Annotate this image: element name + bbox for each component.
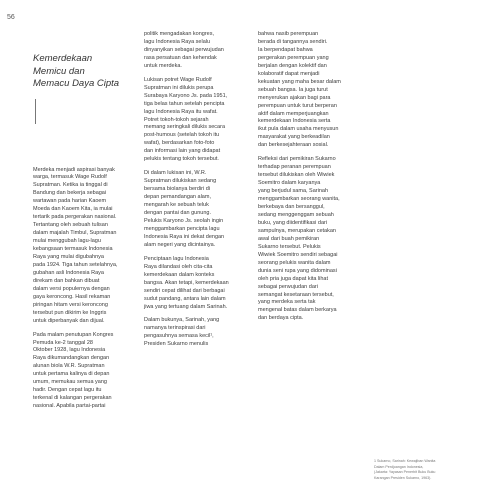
text-line: kolaboratif dapat menjadi (258, 70, 320, 77)
text-line: sebagai perwujudan dari (258, 283, 318, 290)
text-line: wafat), berdasarkan foto-foto (144, 140, 215, 147)
text-line: Oktober 1928, lagu Indonesia (33, 347, 106, 354)
text-line: sampulnya, merupakan cetakan (258, 227, 336, 234)
column-2 (144, 31, 246, 355)
text-line: lagu Indonesia Raya selalu (144, 38, 211, 45)
text-line: pergerakan perempuan yang (258, 54, 329, 61)
text-line: sudut pandang, antara lain dalam (144, 295, 226, 302)
text-line: pengasuhnya semasa kecil¹, (144, 333, 214, 340)
text-line: pelukis tentang tokoh tersebut. (144, 156, 219, 163)
text-line: Pelukis Karyono Js. seolah ingin (144, 217, 224, 224)
text-line: sebuah bangsa. Ia juga turut (258, 86, 328, 93)
text-line: Dalam bukunya, Sarinah, yang (144, 317, 220, 324)
section-title (33, 53, 133, 91)
text-line: dalam versi populernya dengan (33, 285, 110, 292)
col1-paragraphs (33, 167, 133, 412)
text-line: masyarakat yang berkeadilan (258, 134, 330, 141)
text-line: Bandung dan bekerja sebagai (33, 190, 107, 197)
text-line: mengarah ke sebuah teluk (144, 202, 209, 209)
text-line: Soemitro dalam karyanya (258, 180, 321, 187)
text-line: dan informasi lain yang didapat (144, 148, 221, 155)
text-line: hadir. Dengan cepat lagu itu (33, 387, 102, 394)
text-line: untuk diperbanyak dan dijual. (33, 317, 105, 324)
text-line: Penciptaan lagu Indonesia (144, 255, 209, 262)
text-line: Presiden Sukarno menulis (144, 341, 209, 348)
text-line: dunia seni rupa yang didominasi (258, 267, 337, 274)
text-line: seorang pelukis wanita dalam (258, 259, 331, 266)
text-line: kemerdekaan Indonesia serta (258, 118, 331, 125)
text-line: alunan biola W.R. Supratman (33, 363, 105, 370)
section-title-line: Memacu Daya Cipta (33, 78, 120, 89)
paragraph (33, 332, 133, 412)
text-line: alam negeri yang dicintainya. (144, 241, 216, 248)
text-line: depan pemandangan alam, (144, 194, 211, 201)
footnote-line: Karangan Presiden Sukarno, 1963). (374, 475, 432, 480)
text-line: menyerukan ajakan bagi para (258, 94, 331, 101)
text-line: sendiri cepat dilihat dari berbagai (144, 287, 225, 294)
text-line: Supratman ini dilukis perupa (144, 84, 214, 91)
text-line: berada di tangannya sendiri. (258, 38, 328, 45)
footnote-line: (Jakarta: Yayasan Penerbit Buku Buku (374, 470, 436, 475)
page-number: 56 (7, 14, 15, 21)
text-line: dan berkesejahteraan sosial. (258, 142, 329, 149)
footnote-line: 1 Sukarno, Sarinah: Kewajiban Wanita (374, 459, 436, 463)
text-line: Pada malam penutupan Kongres (33, 331, 114, 338)
text-line: post-humous (setelah tokoh itu (144, 132, 220, 139)
text-line: terhadap peranan perempuan (258, 164, 331, 171)
column-3 (258, 31, 362, 329)
text-line: Refleksi dari pemikiran Sukarno (258, 156, 336, 163)
text-line: dinyanyikan sebagai perwujudan (144, 46, 224, 53)
column-1 (33, 40, 133, 417)
text-line: direkam dan bahkan dibuat (33, 277, 100, 284)
text-line: terkenal di kalangan pergerakan (33, 395, 112, 402)
text-line: bersama biolanya berdiri di (144, 186, 211, 193)
text-line: pada 1924. Tiga tahun setelahnya, (33, 261, 118, 268)
paragraph (144, 170, 246, 250)
text-line: bahwa nasib perempuan (258, 31, 319, 37)
text-line: gaya keroncong. Hasil rekaman (33, 293, 111, 300)
text-line: Lukisan potret Wage Rudolf (144, 76, 212, 83)
text-line: Tertantang oleh sebuah tulisan (33, 222, 108, 229)
text-line: aktif dalam memperjuangkan (258, 110, 329, 117)
text-line: tertarik pada pergerakan nasional. (33, 214, 117, 221)
text-line: Raya dikumandangkan dengan (33, 355, 110, 362)
text-line: awal dari buah pemikiran (258, 235, 320, 242)
section-title-line: Memicu dan (33, 65, 85, 77)
text-line: piringan hitam versi keroncong (33, 301, 108, 308)
text-line: namanya terinspirasi dari (144, 325, 206, 332)
text-line: sedang menggenggam sebuah (258, 211, 334, 218)
text-line: yang merdeka serta tak (258, 299, 316, 306)
text-line: buku, yang diidentifikasi dari (258, 219, 328, 226)
text-line: lagu Indonesia Raya itu wafat. (144, 108, 218, 115)
text-line: gubahan asli Indonesia Raya (33, 269, 104, 276)
text-line: Sukarno tersebut. Pelukis (258, 243, 321, 250)
paragraph (258, 31, 362, 150)
text-line: bangsa. Akan tetapi, kemerdekaan (144, 279, 229, 286)
text-line: berkebaya dan bersanggul, (258, 204, 325, 211)
text-line: nasional. Apabila partai-partai (33, 403, 106, 410)
paragraph (33, 167, 133, 326)
text-line: dengan pantai dan gunung. (144, 210, 211, 217)
paragraph (258, 156, 362, 323)
text-line: Merdeka menjadi aspirasi banyak (33, 166, 115, 173)
text-line: untuk merdeka. (144, 62, 182, 69)
text-line: Surabaya Karyono Js. pada 1951, (144, 92, 228, 99)
text-line: ikut pula dalam usaha menyusun (258, 126, 339, 133)
text-line: oleh pria juga dapat kita lihat (258, 275, 329, 282)
text-line: Moeda dan Kaoem Kita, ia mulai (33, 206, 113, 213)
text-line: Potret tokoh-tokoh sejarah (144, 116, 209, 123)
text-line: tiga belas tahun setelah pencipta (144, 100, 225, 107)
text-line: tersebut dilukiskan oleh Wiwiek (258, 172, 335, 179)
text-line: menggambarkan seorang wanita, (258, 196, 340, 203)
text-line: dan berdaya cipta. (258, 315, 304, 322)
text-line: kekuatan yang maha besar dalam (258, 78, 341, 85)
text-line: rasa persatuan dan kehendak (144, 54, 217, 61)
text-line: wartawan pada harian Kaoem (33, 198, 107, 205)
paragraph (144, 317, 246, 349)
text-line: Supratman. Ketika ia tinggal di (33, 182, 108, 189)
paragraph (144, 256, 246, 312)
text-line: umum, memukau semua yang (33, 379, 107, 386)
footnote-line: Dalam Perdjoangan Indonesia, (374, 464, 424, 469)
text-line: Supratman dilukiskan sedang (144, 178, 217, 185)
text-line: Pemuda ke-2 tanggal 28 (33, 339, 93, 346)
text-line: mengenal batas dalam berkarya (258, 307, 337, 314)
section-title-line: Kemerdekaan (33, 53, 93, 64)
text-line: mulai menggubah lagu-lagu (33, 238, 101, 245)
text-line: semangat kesetaraan tersebut, (258, 291, 334, 298)
text-line: yang berjudul sama, Sarinah (258, 188, 329, 195)
text-line: kemerdekaan dalam konteks (144, 271, 215, 278)
text-line: kebangsaan termasuk Indonesia (33, 246, 113, 253)
text-line: Indonesia Raya ini dekat dengan (144, 233, 225, 240)
text-line: berjalan dengan kolektif dan (258, 62, 327, 69)
paragraph (144, 31, 246, 71)
text-line: jiwa yang tertuang dalam Sarinah. (144, 303, 228, 310)
title-divider (35, 99, 36, 124)
text-line: Raya dilandasi oleh cita-cita (144, 263, 213, 270)
text-line: Wiwiek Soemitro sendiri sebagai (258, 251, 338, 258)
paragraph (144, 77, 246, 164)
text-line: Di dalam lukisan ini, W.R. (144, 170, 207, 177)
text-line: untuk pertama kalinya di depan (33, 371, 110, 378)
text-line: dalam majalah Timbul, Supratman (33, 230, 117, 237)
text-line: menggambarkan pencipta lagu (144, 225, 220, 232)
text-line: Ia berpendapat bahwa (258, 46, 313, 53)
text-line: perempuan untuk turut berperan (258, 102, 337, 109)
footnote (374, 459, 474, 481)
text-line: tersebut pun dikirim ke Inggris (33, 309, 107, 316)
text-line: politik mengadakan kongres, (144, 31, 215, 37)
text-line: warga, termasuk Wage Rudolf (33, 174, 107, 181)
text-line: Raya yang mulai digubahnya (33, 253, 104, 260)
text-line: memang seringkali dilukis secara (144, 124, 226, 131)
